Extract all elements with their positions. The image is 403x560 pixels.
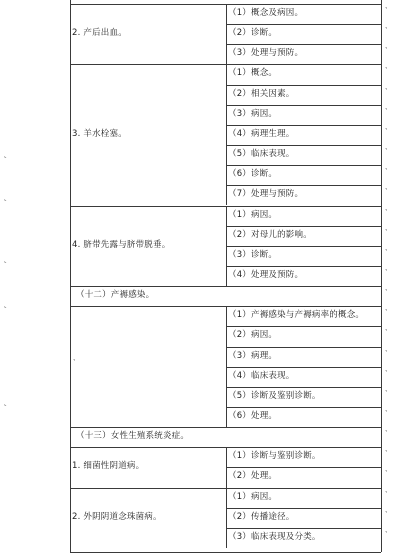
cell-end-mark: ˺ [385,67,388,76]
cell-end-mark: ˺ [385,87,388,96]
subtopic-item: （6）诊断。 [228,169,278,180]
subtopic-item: （4）临床表现。 [228,370,295,381]
column-divider [226,64,227,205]
column-divider [226,4,227,64]
item-rule [226,407,381,408]
item-rule [226,528,381,529]
cell-end-mark: ˺ [385,208,388,217]
cell-end-mark: ˺ [385,410,388,418]
cell-end-mark: ˺ [385,450,388,459]
subtopic-item: （2）相关因素。 [228,88,295,99]
subtopic-item: （5）诊断及鉴别诊断。 [228,390,321,401]
item-rule [226,105,381,106]
subtopic-item: （2）诊断。 [228,28,278,39]
topic-label: 2. 产后出血。 [72,28,127,39]
subtopic-item: （2）对母儿的影响。 [228,229,312,240]
item-rule [226,387,381,388]
subtopic-item: （2）病因。 [228,330,278,341]
subtopic-item: （4）处理及预防。 [228,269,304,280]
column-divider [226,488,227,548]
cell-end-mark: ˺ [385,289,388,298]
item-rule [226,24,381,25]
margin-mark: ˻ [4,299,7,308]
cell-end-mark: ˺ [385,47,388,56]
item-rule [226,367,381,368]
cell-end-mark: ˺ [385,127,388,136]
subtopic-item: （2）传播途径。 [228,511,295,522]
cell-end-mark: ˺ [385,369,388,378]
topic-label: 3. 羊水栓塞。 [72,128,127,139]
subtopic-item: （1）概念及病因。 [228,8,304,18]
cell-end-mark: ˺ [385,490,388,499]
topic-label: 2. 外阴阴道念珠菌病。 [72,511,162,522]
subtopic-item: （1）病因。 [228,209,278,220]
subtopic-item: （6）处理。 [228,411,278,421]
subtopic-item: （2）处理。 [228,471,278,482]
cell-end-mark: ˺ [385,148,388,157]
section-heading: （十三）女性生殖系统炎症。 [76,431,190,442]
table-right-border [381,0,382,552]
item-rule [226,326,381,327]
cell-end-mark: ˺ [385,107,388,116]
cell-end-mark: ˺ [385,510,388,519]
cell-end-mark: ˺ [385,470,388,479]
subtopic-item: （3）病理。 [228,350,278,361]
cell-end-mark: ˺ [385,389,388,398]
item-rule [226,246,381,247]
empty-cell-mark: ˺ [73,358,76,367]
margin-mark: ˻ [4,397,7,406]
subtopic-item: （3）临床表现及分类。 [228,531,321,542]
item-rule [226,125,381,126]
cell-end-mark: ˺ [385,430,388,439]
subtopic-item: （1）概念。 [228,68,278,79]
item-rule [226,467,381,468]
item-rule [226,85,381,86]
subtopic-item: （7）处理与预防。 [228,189,304,200]
item-rule [226,266,381,267]
table-left-border [70,0,71,552]
topic-label: 4. 脐带先露与脐带脱垂。 [72,239,171,250]
subtopic-item: （1）病因。 [228,491,278,502]
cell-end-mark: ˺ [385,349,388,358]
topic-label: 1. 细菌性阴道病。 [72,461,145,472]
cell-end-mark: ˺ [385,7,388,15]
item-rule [226,145,381,146]
subtopic-item: （4）病理生理。 [228,128,295,139]
margin-mark: ˻ [4,192,7,201]
subtopic-item: （1）诊断与鉴别诊断。 [228,451,321,462]
cell-end-mark: ˺ [385,188,388,197]
cell-end-mark: ˺ [385,309,388,318]
margin-mark: ˻ [4,254,7,263]
table-bottom-rule [70,552,381,553]
cell-end-mark: ˺ [385,530,388,539]
cell-end-mark: ˺ [385,27,388,36]
item-rule [226,226,381,227]
cell-end-mark: ˺ [385,248,388,257]
section-top-rule [70,427,381,428]
item-rule [226,508,381,509]
top-edge-line [210,0,330,2]
cell-end-mark: ˺ [385,329,388,338]
cell-end-mark: ˺ [385,168,388,177]
section-heading: （十二）产褥感染。 [76,290,155,301]
section-top-rule [70,286,381,287]
item-rule [226,347,381,348]
subtopic-item: （3）病因。 [228,108,278,119]
item-rule [226,165,381,166]
subtopic-item: （3）诊断。 [228,249,278,260]
cell-end-mark: ˺ [385,268,388,277]
item-rule [226,185,381,186]
cell-end-mark: ˺ [385,228,388,237]
subtopic-item: （5）临床表现。 [228,149,295,160]
subtopic-item: （1）产褥感染与产褥病率的概念。 [228,310,365,321]
margin-mark: ˻ [4,149,7,158]
subtopic-item: （3）处理与预防。 [228,48,304,59]
item-rule [226,44,381,45]
